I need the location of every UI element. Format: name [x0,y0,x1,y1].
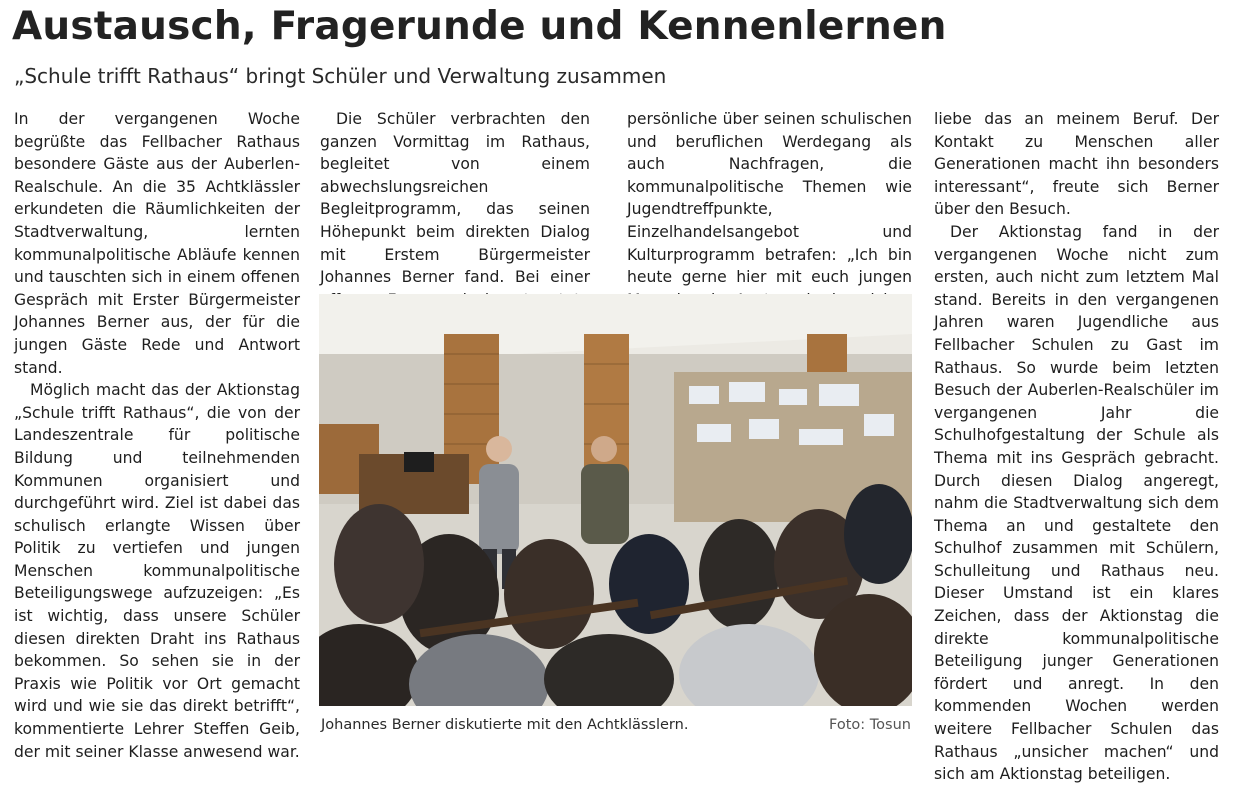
photo-credit: Foto: Tosun [829,717,911,733]
headline: Austausch, Fragerunde und Kennenlernen [12,4,947,49]
paragraph: Der Aktionstag fand in der vergangenen Woche nicht zum ersten, auch nicht zum letztem Mal stand. Bereits in den vergangenen Jahren waren Jugendliche aus Fellbacher Schulen zu Gast im Rathaus. So wurde beim letzten Besuch der Auberlen-Realschüler im vergangenen Jahr die Schulhofgestaltung der Schule als Thema mit ins Gespräch gebracht. Durch diesen Dialog angeregt, nahm die Stadtverwaltung sich dem Thema an und gestaltete den Schulhof zusammen mit Schülern, Schulleitung und Rathaus neu. Dieser Umstand ist ein klares Zeichen, dass der Aktionstag die direkte kommunalpolitische Beteiligung junger Generationen fördert und anregt. In den kommenden Wochen werden weitere Fellbacher Schulen das Rathaus „unsicher machen“ und sich am Aktionstag beteiligen. [934,222,1219,784]
subheadline: „Schule trifft Rathaus“ bringt Schüler und Verwaltung zusammen [14,64,667,88]
paragraph: Die Schüler verbrachten den ganzen Vormittag im Rathaus, begleitet von einem abwechslungsreichen Begleitprogramm, das seinen Höhepunkt beim direkten Dialog mit Erstem Bürgermeister Johannes Berner fand. Bei einer [320,110,590,287]
paragraph: In der vergangenen Woche begrüßte das Fellbacher Rathaus besondere Gäste aus der Auberlen-Realschule. An die 35 Achtklässler erkundeten die Räumlichkeiten der Stadtverwaltung, lernten kommunalpolitische Abläufe kennen und tauschten sich in einem offenen Gespräch mit Erster Bürgermeister Johannes Berner aus, der für die jungen Gäste Rede und Antwort stand. [14,110,300,377]
paragraph: liebe das an meinem Beruf. Der Kontakt zu Menschen aller Generationen macht ihn besonders interessant“, freute sich Berner über den Besuch. [934,110,1219,219]
article-column-4 [934,108,1219,786]
photo-illustration [319,294,912,706]
article-photo [319,294,912,706]
caption-text: Johannes Berner diskutierte mit den Achtklässlern. [321,717,689,733]
paragraph: persönliche über seinen schulischen und beruflichen Werdegang als auch Nachfragen, die kommunalpolitische Themen wie Jugendtreffpunkte, Einzelhandelsangebot und Kulturprogramm betrafen: „Ich bin heute gerne hier mit euch jungen [627,110,912,287]
paragraph: Möglich macht das der Aktionstag „Schule trifft Rathaus“, die von der Landeszentrale für politische Bildung und teilnehmenden Kommunen organisiert und durchgeführt wird. Ziel ist dabei das schulisch erlangte Wissen über Politik zu vertiefen und jungen Menschen kommunalpolitische Beteiligungswege aufzuzeigen: „Es ist wichtig, dass unsere Schüler diesen direkten Draht ins Rathaus bekommen. So sehen sie in der Praxis wie Politik vor Ort gemacht wird und wie sie das direkt betrifft“, kommentierte Lehrer Steffen Geib, der mit seiner Klasse anwesend war. [14,381,300,761]
article-column-1 [14,108,300,763]
photo-caption [321,717,911,733]
article-column-3 [627,108,912,311]
